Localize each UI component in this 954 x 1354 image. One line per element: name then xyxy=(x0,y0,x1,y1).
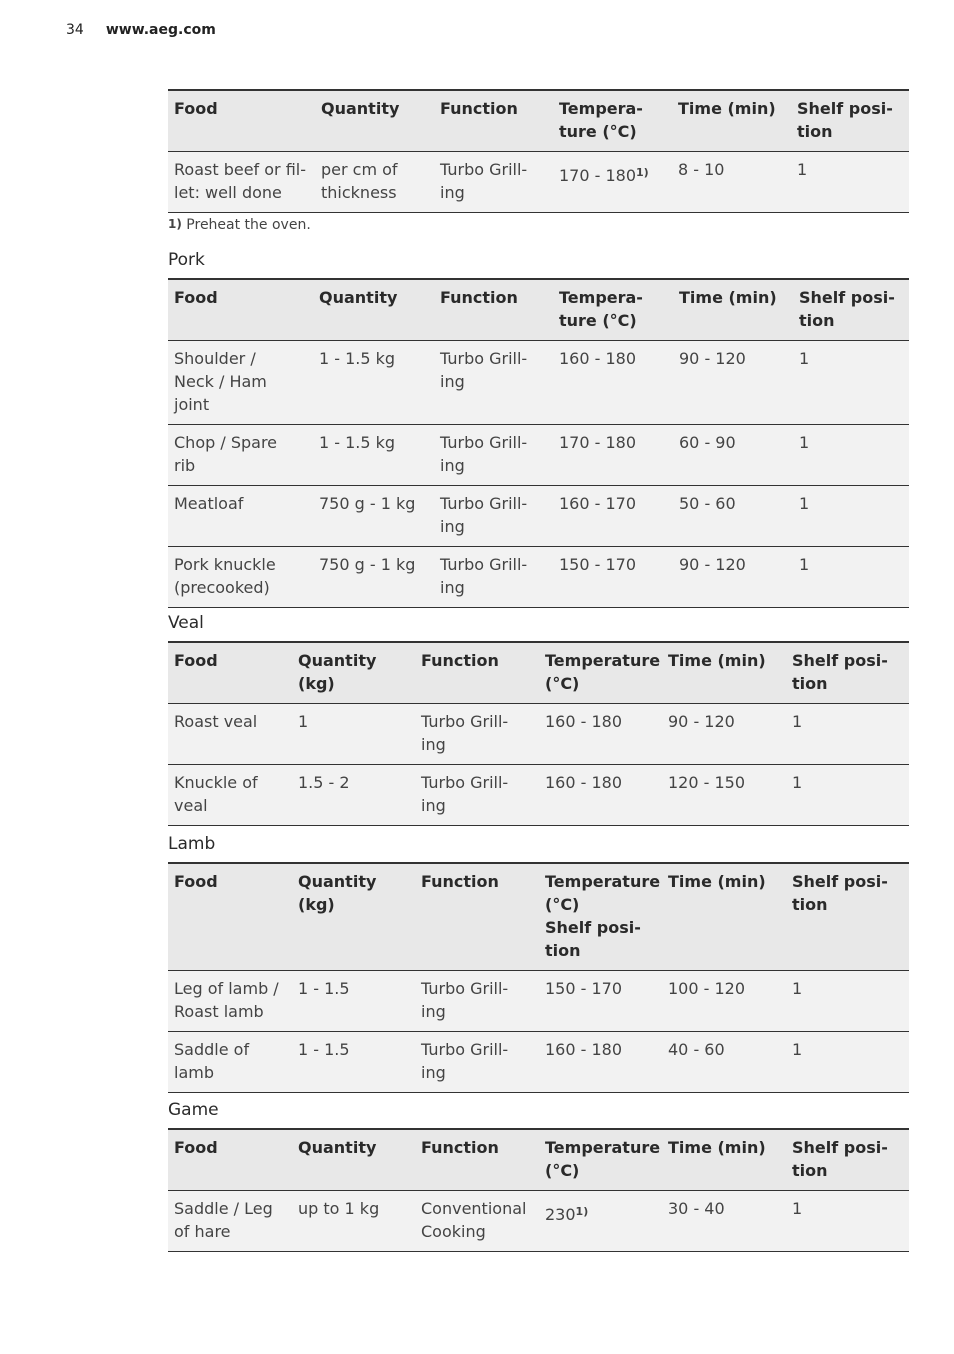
cell-time: 90 - 120 xyxy=(668,712,735,731)
pork-table xyxy=(168,278,909,608)
cell-time: 40 - 60 xyxy=(668,1040,725,1059)
beef-section xyxy=(168,89,909,233)
cell-food: Leg of lamb / Roast lamb xyxy=(174,979,279,1021)
cell-shelf: 1 xyxy=(799,349,810,368)
cell-food: Saddle of lamb xyxy=(174,1040,250,1082)
cell-quantity: per cm of thickness xyxy=(321,160,398,202)
header-food: Food xyxy=(174,1138,218,1157)
cell-time: 30 - 40 xyxy=(668,1199,725,1218)
header-quantity: Quantity xyxy=(298,1138,377,1157)
cell-temperature: 160 - 170 xyxy=(559,494,637,513)
veal-section xyxy=(168,611,909,826)
cell-temperature: 160 - 180 xyxy=(545,1040,623,1059)
cell-time: 8 - 10 xyxy=(678,160,725,179)
cell-temperature: 160 - 180 xyxy=(545,712,623,731)
table-row xyxy=(168,704,909,765)
section-title-pork: Pork xyxy=(168,250,205,270)
cell-food: Knuckle of veal xyxy=(174,773,258,815)
cell-food: Saddle / Leg of hare xyxy=(174,1199,273,1241)
game-section xyxy=(168,1098,909,1252)
cell-quantity: 750 g - 1 kg xyxy=(319,494,416,513)
page-header xyxy=(66,22,216,38)
header-food: Food xyxy=(174,872,218,891)
table-header-row xyxy=(168,642,909,704)
cell-time: 120 - 150 xyxy=(668,773,746,792)
header-food: Food xyxy=(174,288,218,307)
header-quantity: Quantity xyxy=(319,288,398,307)
cell-quantity: 1 - 1.5 xyxy=(298,979,350,998)
header-shelf: Shelf posi- tion xyxy=(797,99,893,141)
table-row xyxy=(168,152,909,213)
cell-quantity: up to 1 kg xyxy=(298,1199,380,1218)
header-quantity: Quantity (kg) xyxy=(298,651,377,693)
cell-shelf: 1 xyxy=(792,1040,803,1059)
cell-temperature: 150 - 170 xyxy=(545,979,623,998)
table-row xyxy=(168,1032,909,1093)
page-number: 34 xyxy=(66,22,84,38)
header-shelf: Shelf posi- tion xyxy=(792,651,888,693)
cell-shelf: 1 xyxy=(792,979,803,998)
cell-food: Roast beef or fil- let: well done xyxy=(174,160,306,202)
header-shelf: Shelf posi- tion xyxy=(792,1138,888,1180)
cell-quantity: 1 - 1.5 kg xyxy=(319,349,396,368)
cell-temperature: 170 - 180 xyxy=(559,433,637,452)
cell-temperature xyxy=(539,1191,662,1252)
header-quantity: Quantity (kg) xyxy=(298,872,377,914)
website-url: www.aeg.com xyxy=(105,22,216,38)
footnote-text: Preheat the oven. xyxy=(186,217,311,233)
cell-shelf: 1 xyxy=(799,433,810,452)
cell-quantity: 1 xyxy=(298,712,309,731)
table-row xyxy=(168,486,909,547)
table-row xyxy=(168,547,909,608)
table-row xyxy=(168,765,909,826)
header-food: Food xyxy=(174,651,218,670)
cell-quantity: 1.5 - 2 xyxy=(298,773,350,792)
header-time: Time (min) xyxy=(679,288,777,307)
cell-shelf: 1 xyxy=(797,160,808,179)
header-shelf: Shelf posi- tion xyxy=(792,872,888,914)
cell-function: Turbo Grill- ing xyxy=(440,494,528,536)
cell-food: Roast veal xyxy=(174,712,258,731)
cell-shelf: 1 xyxy=(799,494,810,513)
header-function: Function xyxy=(440,99,518,118)
table-row xyxy=(168,425,909,486)
cell-quantity: 1 - 1.5 kg xyxy=(319,433,396,452)
lamb-section xyxy=(168,832,909,1093)
beef-table xyxy=(168,89,909,213)
cell-food: Chop / Spare rib xyxy=(174,433,278,475)
table-row xyxy=(168,971,909,1032)
cell-food: Pork knuckle (precooked) xyxy=(174,555,276,597)
cell-temperature xyxy=(553,152,672,213)
header-function: Function xyxy=(421,872,499,891)
header-temperature: Temperature (°C) xyxy=(545,651,661,693)
veal-table xyxy=(168,641,909,826)
cell-food: Meatloaf xyxy=(174,494,244,513)
cell-function: Turbo Grill- ing xyxy=(440,349,528,391)
table-header-row xyxy=(168,1129,909,1191)
table-header-row xyxy=(168,279,909,341)
cell-shelf: 1 xyxy=(792,712,803,731)
header-function: Function xyxy=(421,1138,499,1157)
cell-function: Turbo Grill- ing xyxy=(440,433,528,475)
cell-shelf: 1 xyxy=(799,555,810,574)
header-function: Function xyxy=(421,651,499,670)
header-temperature: Tempera- ture (°C) xyxy=(559,288,643,330)
cell-function: Turbo Grill- ing xyxy=(440,555,528,597)
section-title-veal: Veal xyxy=(168,613,204,633)
header-time: Time (min) xyxy=(668,872,766,891)
table-row xyxy=(168,1191,909,1252)
cell-time: 50 - 60 xyxy=(679,494,736,513)
header-temperature: Temperature (°C) Shelf posi- tion xyxy=(545,872,661,960)
footnote xyxy=(168,217,909,233)
cell-shelf: 1 xyxy=(792,1199,803,1218)
cell-food: Shoulder / Neck / Ham joint xyxy=(174,349,267,414)
header-time: Time (min) xyxy=(668,1138,766,1157)
header-shelf: Shelf posi- tion xyxy=(799,288,895,330)
header-food: Food xyxy=(174,99,218,118)
header-temperature: Tempera- ture (°C) xyxy=(559,99,643,141)
cell-function: Turbo Grill- ing xyxy=(421,1040,509,1082)
cell-temperature: 150 - 170 xyxy=(559,555,637,574)
table-header-row xyxy=(168,863,909,971)
section-title-game: Game xyxy=(168,1100,219,1120)
cell-temperature: 160 - 180 xyxy=(545,773,623,792)
cell-time: 100 - 120 xyxy=(668,979,746,998)
header-function: Function xyxy=(440,288,518,307)
header-time: Time (min) xyxy=(668,651,766,670)
game-table xyxy=(168,1128,909,1252)
cell-shelf: 1 xyxy=(792,773,803,792)
cell-quantity: 750 g - 1 kg xyxy=(319,555,416,574)
pork-section xyxy=(168,248,909,608)
cell-time: 60 - 90 xyxy=(679,433,736,452)
header-temperature: Temperature (°C) xyxy=(545,1138,661,1180)
cell-time: 90 - 120 xyxy=(679,349,746,368)
table-row xyxy=(168,341,909,425)
table-header-row xyxy=(168,90,909,152)
cell-function: Conventional Cooking xyxy=(421,1199,527,1241)
header-time: Time (min) xyxy=(678,99,776,118)
footnote-mark: 1) xyxy=(168,217,182,231)
cell-quantity: 1 - 1.5 xyxy=(298,1040,350,1059)
temperature-value: 170 - 180 xyxy=(559,166,637,185)
cell-function: Turbo Grill- ing xyxy=(440,160,528,202)
cell-function: Turbo Grill- ing xyxy=(421,773,509,815)
cell-temperature: 160 - 180 xyxy=(559,349,637,368)
footnote-ref: 1) xyxy=(636,166,649,179)
lamb-table xyxy=(168,862,909,1093)
cell-time: 90 - 120 xyxy=(679,555,746,574)
section-title-lamb: Lamb xyxy=(168,834,216,854)
cell-function: Turbo Grill- ing xyxy=(421,979,509,1021)
header-quantity: Quantity xyxy=(321,99,400,118)
temperature-value: 230 xyxy=(545,1205,576,1224)
footnote-ref: 1) xyxy=(575,1205,589,1218)
cell-function: Turbo Grill- ing xyxy=(421,712,509,754)
